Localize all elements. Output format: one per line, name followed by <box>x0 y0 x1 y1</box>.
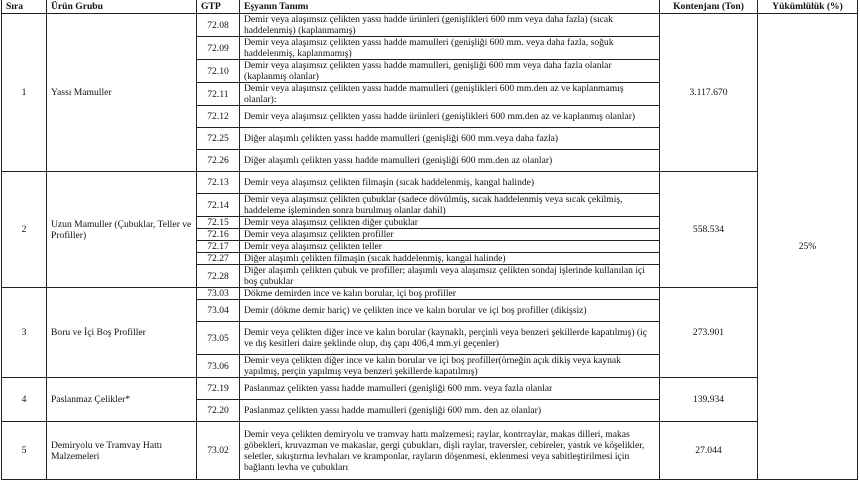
table-row <box>2 378 858 400</box>
row-tanim: Dökme demirden ince ve kalın borular, içi boş profiller <box>240 288 660 300</box>
row-gtp: 73.03 <box>197 288 240 300</box>
row-tanim: Diğer alaşımlı çelikten yassı hadde mamulleri (genişliği 600 mm.veya daha fazla) <box>240 128 660 150</box>
row-gtp: 72.16 <box>197 229 240 241</box>
header-kontenjan: Kontenjanı (Ton) <box>660 0 758 14</box>
row-tanim: Demir veya alaşımsız çelikten yassı hadde ürünleri (genişlikleri 600 mm.den az ve kaplanmış olanlar) <box>240 106 660 128</box>
row-tanim: Demir veya alaşımsız çelikten yassı hadde ürünleri (genişlikleri 600 mm veya daha fazla) (sıcak haddelenmiş) (kaplanmamış) <box>240 14 660 37</box>
row-sira: 1 <box>2 14 47 172</box>
row-tanim: Demir veya alaşımsız çelikten teller <box>240 241 660 253</box>
row-gtp: 73.04 <box>197 300 240 322</box>
row-yukumluluk: 25% <box>758 14 858 480</box>
row-urun-grubu: Yassı Mamuller <box>47 14 197 172</box>
row-gtp: 72.09 <box>197 37 240 60</box>
row-tanim: Demir veya alaşımsız çelikten çubuklar (sadece dövülmüş, sıcak haddelenmiş veya sıcak çekilmiş, haddeleme işleminden sonra burulmuş olanlar dahil) <box>240 194 660 217</box>
header-esya-tanimi: Eşyanın Tanımı <box>240 0 660 14</box>
row-gtp: 72.10 <box>197 60 240 83</box>
row-tanim: Demir veya çelikten diğer ince ve kalın borular ve içi boş profiller(örneğin açık dikiş veya kaynak yapılmış, perçin yapılmış veya benzeri şekillerde kapatılmış) <box>240 355 660 378</box>
row-gtp: 72.19 <box>197 378 240 400</box>
row-urun-grubu: Uzun Mamuller (Çubuklar, Teller ve Profiller) <box>47 172 197 288</box>
row-gtp: 72.28 <box>197 265 240 288</box>
row-tanim: Demir veya alaşımsız çelikten yassı hadde mamulleri, genişliği 600 mm veya daha fazla olanlar (kaplanmış olanlar) <box>240 60 660 83</box>
row-gtp: 73.06 <box>197 355 240 378</box>
header-urun-grubu: Ürün Grubu <box>47 0 197 14</box>
row-gtp: 72.14 <box>197 194 240 217</box>
row-kontenjan: 27.044 <box>660 422 758 480</box>
table-row <box>2 288 858 300</box>
row-tanim: Demir veya alaşımsız çelikten profiller <box>240 229 660 241</box>
header-sira: Sıra <box>2 0 47 14</box>
row-gtp: 72.08 <box>197 14 240 37</box>
row-tanim: Paslanmaz çelikten yassı hadde mamulleri (genişliği 600 mm. veya fazla olanlar <box>240 378 660 400</box>
quota-table <box>1 0 858 480</box>
row-urun-grubu: Paslanmaz Çelikler* <box>47 378 197 422</box>
row-sira: 3 <box>2 288 47 378</box>
row-tanim: Demir veya alaşımsız çelikten filmaşin (sıcak haddelenmiş, kangal halinde) <box>240 172 660 194</box>
row-tanim: Diğer alaşımlı çelikten filmaşin (sıcak haddelenmiş, kangal halinde) <box>240 253 660 265</box>
row-gtp: 72.15 <box>197 217 240 229</box>
row-tanim: Demir veya alaşımsız çelikten yassı hadde mamulleri (genişlikleri 600 mm.den az ve kaplanmamış olanlar): <box>240 83 660 106</box>
row-sira: 2 <box>2 172 47 288</box>
row-tanim: Demir veya çelikten diğer ince ve kalın borular (kaynaklı, perçinli veya benzeri şekillerde kapatılmış) (iç ve dış kesitleri daire şeklinde olup, dış çapı 406,4 mm.yi geçenler) <box>240 322 660 355</box>
row-gtp: 72.25 <box>197 128 240 150</box>
row-tanim: Diğer alaşımlı çelikten yassı hadde mamulleri (genişliği 600 mm.den az olanlar) <box>240 150 660 172</box>
row-gtp: 72.20 <box>197 400 240 422</box>
row-gtp: 72.26 <box>197 150 240 172</box>
header-gtp: GTP <box>197 0 240 14</box>
row-tanim: Diğer alaşımlı çelikten çubuk ve profiller; alaşımlı veya alaşımsız çelikten sondaj işlerinde kullanılan içi boş çubuklar <box>240 265 660 288</box>
row-tanim: Demir (dökme demir hariç) ve çelikten ince ve kalın borular ve içi boş profiller (dikişsiz) <box>240 300 660 322</box>
row-gtp: 73.02 <box>197 422 240 480</box>
row-tanim: Demir veya çelikten demiryolu ve tramvay hattı malzemesi; raylar, kontrraylar, makas dilleri, makas göbekleri, kruvazman ve makaslar, gergi çubukları, dişli raylar, traversler, cebireler, yastık ve köşelikler, seletler, sıkıştırma levhaları ve kramponlar, rayların döşenmesi, eklenmesi veya sabitleştirilmesi için bağlantı levha ve çubukları <box>240 422 660 480</box>
row-kontenjan: 558.534 <box>660 172 758 288</box>
row-gtp: 73.05 <box>197 322 240 355</box>
row-gtp: 72.12 <box>197 106 240 128</box>
row-sira: 4 <box>2 378 47 422</box>
row-sira: 5 <box>2 422 47 480</box>
table-row <box>2 422 858 480</box>
row-gtp: 72.13 <box>197 172 240 194</box>
row-gtp: 72.11 <box>197 83 240 106</box>
header-row <box>2 0 858 14</box>
row-tanim: Paslanmaz çelikten yassı hadde mamulleri (genişliği 600 mm. den az olanlar) <box>240 400 660 422</box>
table-row <box>2 172 858 194</box>
row-gtp: 72.17 <box>197 241 240 253</box>
header-yukumluluk: Yükümlülük (%) <box>758 0 858 14</box>
table-row <box>2 14 858 37</box>
row-urun-grubu: Boru ve İçi Boş Profiller <box>47 288 197 378</box>
row-urun-grubu: Demiryolu ve Tramvay Hattı Malzemeleri <box>47 422 197 480</box>
row-gtp: 72.27 <box>197 253 240 265</box>
row-kontenjan: 139.934 <box>660 378 758 422</box>
row-kontenjan: 273.901 <box>660 288 758 378</box>
row-kontenjan: 3.117.670 <box>660 14 758 172</box>
row-tanim: Demir veya alaşımsız çelikten diğer çubuklar <box>240 217 660 229</box>
row-tanim: Demir veya alaşımsız çelikten yassı hadde mamulleri (genişliği 600 mm. veya daha fazla, soğuk haddelenmiş, kaplanmamış) <box>240 37 660 60</box>
